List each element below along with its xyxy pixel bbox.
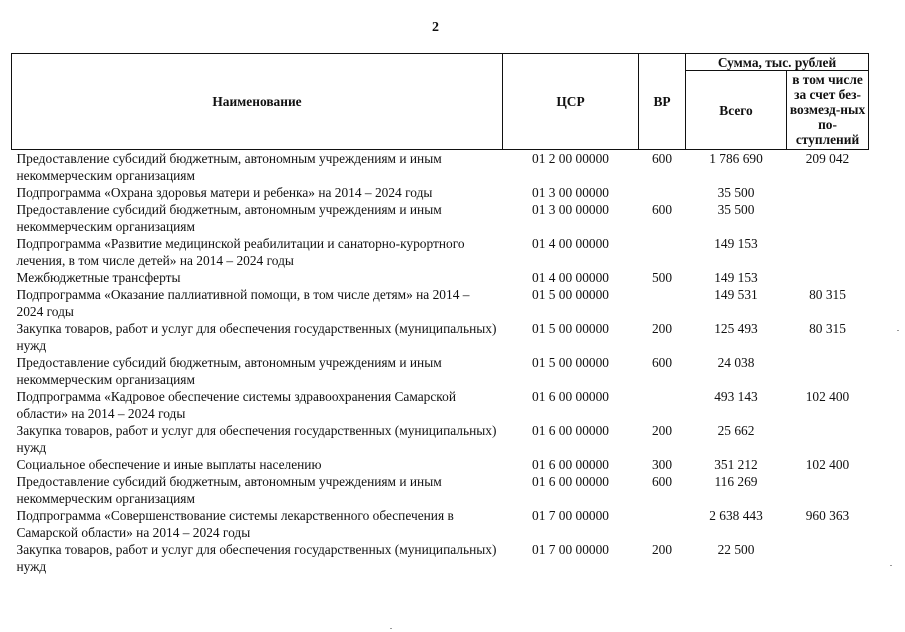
row-gratuitous: 209 042 <box>805 151 850 166</box>
table-header <box>12 54 869 150</box>
row-name: Подпрограмма «Развитие медицинской реабилитации и санаторно-курортного лечения, в том числе детей» на 2014 – 2024 годы <box>16 236 465 268</box>
row-name: Подпрограмма «Кадровое обеспечение системы здравоохранения Самарской области» на 2014 – 2024 годы <box>16 389 456 421</box>
row-total: 149 531 <box>714 287 758 302</box>
row-vr <box>639 286 686 320</box>
table-row <box>12 320 869 354</box>
row-name: Подпрограмма «Охрана здоровья матери и ребенка» на 2014 – 2024 годы <box>16 185 433 200</box>
scan-speck <box>390 628 392 629</box>
row-total: 22 500 <box>717 542 755 557</box>
header-vr: ВР <box>639 54 686 150</box>
table-row <box>12 541 869 575</box>
row-name: Предоставление субсидий бюджетным, автономным учреждениям и иным некоммерческим организациям <box>16 151 442 183</box>
row-csr: 01 6 00 00000 <box>532 457 609 472</box>
table-row <box>12 184 869 201</box>
row-total: 35 500 <box>717 185 755 200</box>
table-row <box>12 286 869 320</box>
header-sum-group: Сумма, тыс. рублей <box>686 54 869 71</box>
table-row <box>12 354 869 388</box>
row-total: 149 153 <box>714 270 758 285</box>
table-row <box>12 422 869 456</box>
row-gratuitous: 102 400 <box>805 389 850 404</box>
row-csr: 01 4 00 00000 <box>532 236 609 251</box>
row-csr: 01 5 00 00000 <box>532 287 609 302</box>
row-gratuitous <box>787 473 869 507</box>
page-number: 2 <box>432 20 439 35</box>
row-gratuitous <box>787 541 869 575</box>
table-row <box>12 269 869 286</box>
row-gratuitous <box>787 269 869 286</box>
row-name: Закупка товаров, работ и услуг для обеспечения государственных (муниципальных) нужд <box>16 542 497 574</box>
row-name: Предоставление субсидий бюджетным, автономным учреждениям и иным некоммерческим организациям <box>16 202 442 234</box>
table-row <box>12 456 869 473</box>
scan-speck <box>890 565 892 566</box>
table-row <box>12 473 869 507</box>
row-vr <box>639 184 686 201</box>
header-csr: ЦСР <box>503 54 639 150</box>
row-vr: 600 <box>651 151 673 166</box>
row-name: Подпрограмма «Оказание паллиативной помощи, в том числе детям» на 2014 – 2024 годы <box>16 287 470 319</box>
row-csr: 01 3 00 00000 <box>532 202 609 217</box>
row-gratuitous: 80 315 <box>809 287 846 302</box>
row-total: 149 153 <box>714 236 758 251</box>
row-csr: 01 4 00 00000 <box>532 270 609 285</box>
row-csr: 01 6 00 00000 <box>532 474 609 489</box>
row-total: 1 786 690 <box>709 151 763 166</box>
row-gratuitous: 102 400 <box>805 457 850 472</box>
table-row <box>12 201 869 235</box>
row-csr: 01 2 00 00000 <box>532 151 609 166</box>
row-csr: 01 3 00 00000 <box>532 185 609 200</box>
row-csr: 01 5 00 00000 <box>532 321 609 336</box>
row-csr: 01 7 00 00000 <box>532 542 609 557</box>
row-gratuitous: 960 363 <box>805 508 850 523</box>
row-name: Закупка товаров, работ и услуг для обеспечения государственных (муниципальных) нужд <box>16 423 497 455</box>
header-name: Наименование <box>12 54 503 150</box>
row-name: Межбюджетные трансферты <box>16 270 181 285</box>
row-name: Предоставление субсидий бюджетным, автономным учреждениям и иным некоммерческим организациям <box>16 355 442 387</box>
row-vr <box>639 507 686 541</box>
row-gratuitous <box>787 184 869 201</box>
row-vr: 600 <box>651 202 673 217</box>
header-gratuitous: в том числе за счет без-возмезд-ных по-ступлений <box>787 71 869 150</box>
table-row <box>12 150 869 185</box>
table-row <box>12 507 869 541</box>
row-total: 24 038 <box>717 355 755 370</box>
row-vr: 200 <box>651 321 673 336</box>
budget-table <box>11 53 869 575</box>
row-name: Подпрограмма «Совершенствование системы лекарственного обеспечения в Самарской области» на 2014 – 2024 годы <box>16 508 454 540</box>
row-vr: 200 <box>651 423 673 438</box>
scan-speck <box>897 330 899 331</box>
row-vr: 200 <box>651 542 673 557</box>
row-total: 116 269 <box>714 474 758 489</box>
row-vr: 300 <box>651 457 673 472</box>
row-total: 2 638 443 <box>709 508 763 523</box>
row-vr: 600 <box>651 474 673 489</box>
row-vr <box>639 388 686 422</box>
header-total: Всего <box>686 71 787 150</box>
row-total: 35 500 <box>717 202 755 217</box>
row-csr: 01 6 00 00000 <box>532 389 609 404</box>
row-vr: 600 <box>651 355 673 370</box>
row-total: 351 212 <box>714 457 758 472</box>
row-csr: 01 5 00 00000 <box>532 355 609 370</box>
row-total: 125 493 <box>714 321 758 336</box>
row-vr: 500 <box>651 270 673 285</box>
row-vr <box>639 235 686 269</box>
row-gratuitous <box>787 422 869 456</box>
row-total: 25 662 <box>717 423 755 438</box>
row-total: 493 143 <box>714 389 758 404</box>
row-gratuitous <box>787 201 869 235</box>
row-gratuitous <box>787 354 869 388</box>
row-csr: 01 7 00 00000 <box>532 508 609 523</box>
table-row <box>12 235 869 269</box>
row-csr: 01 6 00 00000 <box>532 423 609 438</box>
table-body <box>12 150 869 576</box>
table-row <box>12 388 869 422</box>
row-name: Социальное обеспечение и иные выплаты населению <box>16 457 322 472</box>
row-name: Предоставление субсидий бюджетным, автономным учреждениям и иным некоммерческим организациям <box>16 474 442 506</box>
row-gratuitous <box>787 235 869 269</box>
row-gratuitous: 80 315 <box>809 321 846 336</box>
row-name: Закупка товаров, работ и услуг для обеспечения государственных (муниципальных) нужд <box>16 321 497 353</box>
